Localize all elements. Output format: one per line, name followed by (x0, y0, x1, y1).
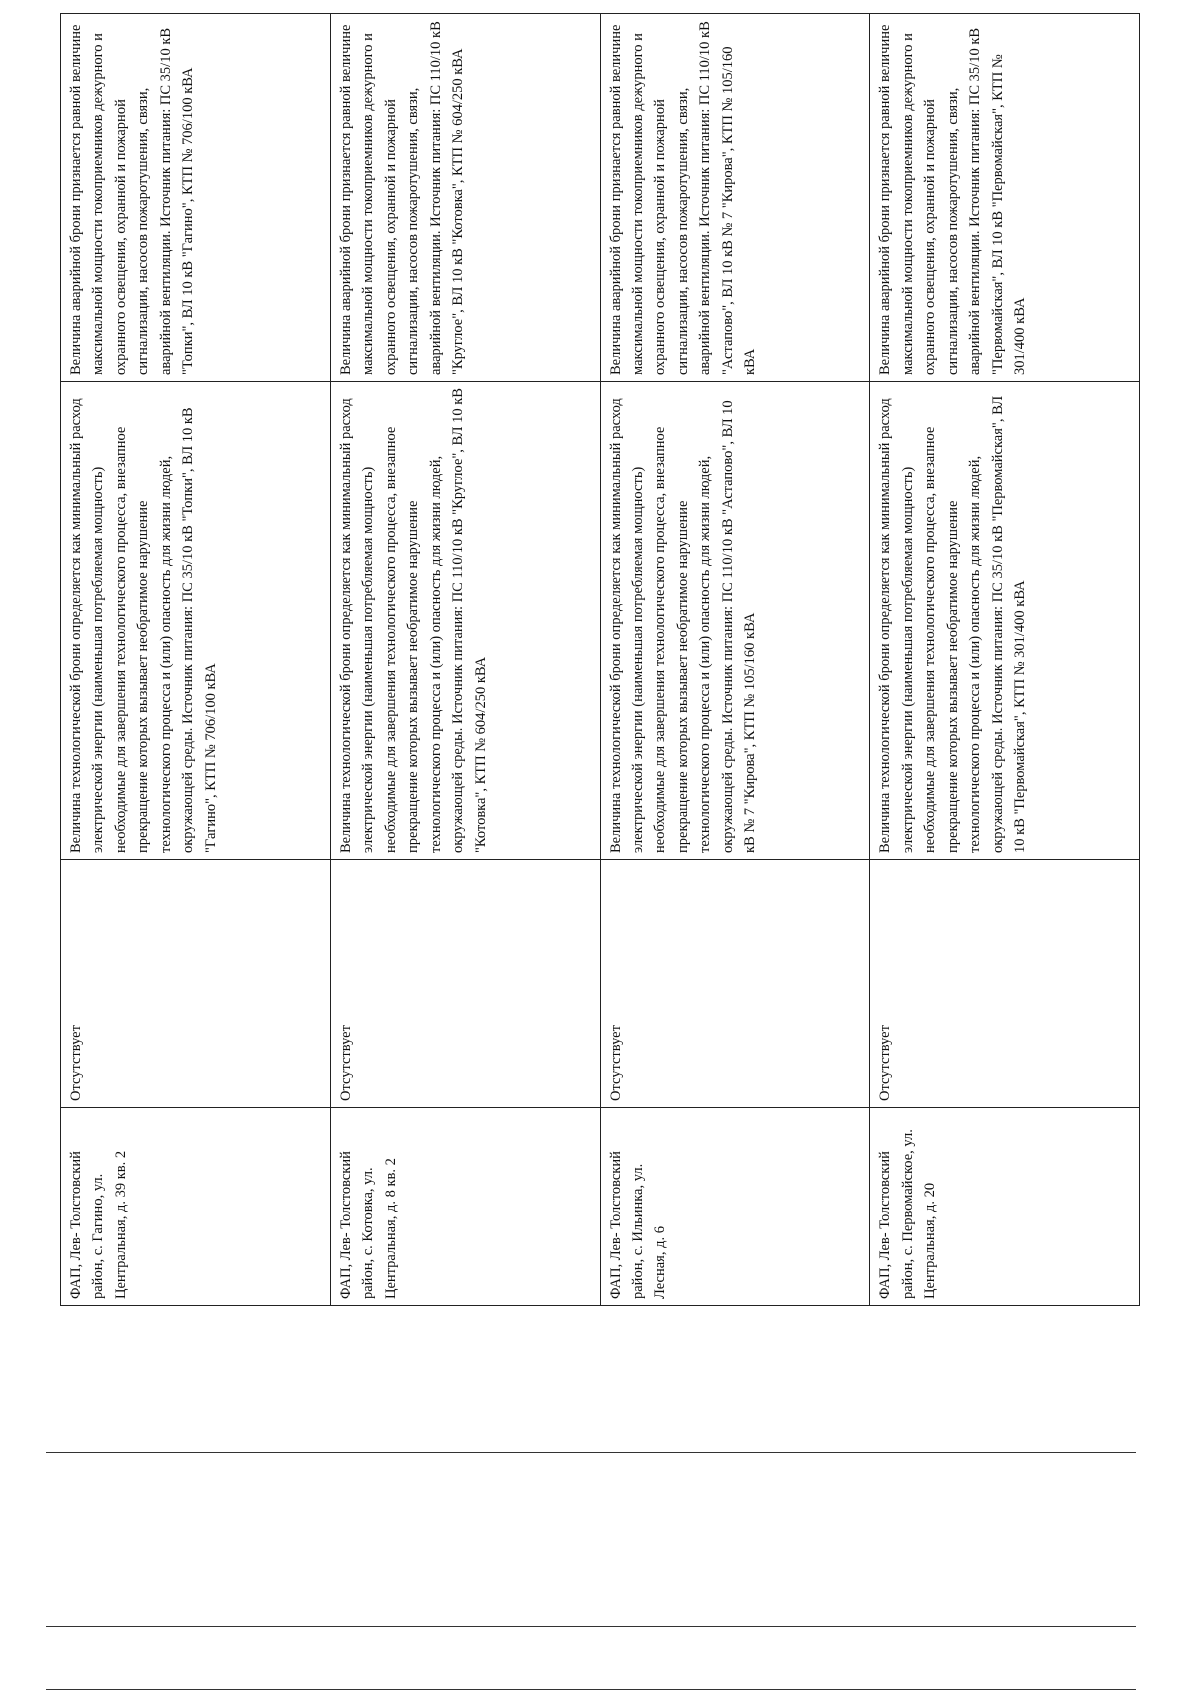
technological-reserve-cell: Величина технологической брони определяется как минимальный расход электрической энергии (наименьшая потребляемая мощность) необходимые для завершения технологического процесса, внезапное прекращение которых вызывает необратимое нарушение технологического процесса и (или) опасность для жизни людей, окружающей среды. Источник питания: ПС 35/10 кВ "Топки", ВЛ 10 кВ "Гагино", КТП № 706/100 кВА (61, 382, 331, 860)
emergency-reserve-cell: Величина аварийной брони признается равной величине максимальной мощности токоприемников дежурного и охранного освещения, охранной и пожарной сигнализации, насосов пожаротушения, связи, аварийной вентиляции. Источник питания: ПС 35/10 кВ "Топки", ВЛ 10 кВ "Гагино", КТП № 706/100 кВА (61, 14, 331, 382)
table-row (600, 14, 870, 1306)
signature-line (46, 1689, 1136, 1690)
reserve-table (60, 13, 1140, 1306)
status-cell: Отсутствует (600, 860, 870, 1108)
emergency-reserve-cell: Величина аварийной брони признается равной величине максимальной мощности токоприемников дежурного и охранного освещения, охранной и пожарной сигнализации, насосов пожаротушения, связи, аварийной вентиляции. Источник питания: ПС 110/10 кВ "Астапово", ВЛ 10 кВ № 7 "Кирова", КТП № 105/160 кВА (600, 14, 870, 382)
status-cell: Отсутствует (61, 860, 331, 1108)
table-row (870, 14, 1140, 1306)
address-cell: ФАП, Лев- Толстовский район, с. Гагино, ул. Центральная, д. 39 кв. 2 (61, 1108, 331, 1306)
signature-line (46, 1452, 1136, 1453)
address-cell: ФАП, Лев- Толстовский район, с. Первомайское, ул. Центральная, д. 20 (870, 1108, 1140, 1306)
technological-reserve-cell: Величина технологической брони определяется как минимальный расход электрической энергии (наименьшая потребляемая мощность) необходимые для завершения технологического процесса, внезапное прекращение которых вызывает необратимое нарушение технологического процесса и (или) опасность для жизни людей, окружающей среды. Источник питания: ПС 110/10 кВ "Круглое", ВЛ 10 кВ "Котовка", КТП № 604/250 кВА (330, 382, 600, 860)
status-cell: Отсутствует (870, 860, 1140, 1108)
emergency-reserve-cell: Величина аварийной брони признается равной величине максимальной мощности токоприемников дежурного и охранного освещения, охранной и пожарной сигнализации, насосов пожаротушения, связи, аварийной вентиляции. Источник питания: ПС 110/10 кВ "Круглое", ВЛ 10 кВ "Котовка", КТП № 604/250 кВА (330, 14, 600, 382)
signature-line (46, 1626, 1136, 1627)
table-row (330, 14, 600, 1306)
address-cell: ФАП, Лев- Толстовский район, с. Котовка, ул. Центральная, д. 8 кв. 2 (330, 1108, 600, 1306)
technological-reserve-cell: Величина технологической брони определяется как минимальный расход электрической энергии (наименьшая потребляемая мощность) необходимые для завершения технологического процесса, внезапное прекращение которых вызывает необратимое нарушение технологического процесса и (или) опасность для жизни людей, окружающей среды. Источник питания: ПС 35/10 кВ "Первомайская", ВЛ 10 кВ "Первомайская", КТП № 301/400 кВА (870, 382, 1140, 860)
status-cell: Отсутствует (330, 860, 600, 1108)
emergency-reserve-cell: Величина аварийной брони признается равной величине максимальной мощности токоприемников дежурного и охранного освещения, охранной и пожарной сигнализации, насосов пожаротушения, связи, аварийной вентиляции. Источник питания: ПС 35/10 кВ "Первомайская", ВЛ 10 кВ "Первомайская", КТП № 301/400 кВА (870, 14, 1140, 382)
address-cell: ФАП, Лев- Толстовский район, с. Ильинка, ул. Лесная, д. 6 (600, 1108, 870, 1306)
technological-reserve-cell: Величина технологической брони определяется как минимальный расход электрической энергии (наименьшая потребляемая мощность) необходимые для завершения технологического процесса, внезапное прекращение которых вызывает необратимое нарушение технологического процесса и (или) опасность для жизни людей, окружающей среды. Источник питания: ПС 110/10 кВ "Астапово", ВЛ 10 кВ № 7 "Кирова", КТП № 105/160 кВА (600, 382, 870, 860)
table-row (61, 14, 331, 1306)
